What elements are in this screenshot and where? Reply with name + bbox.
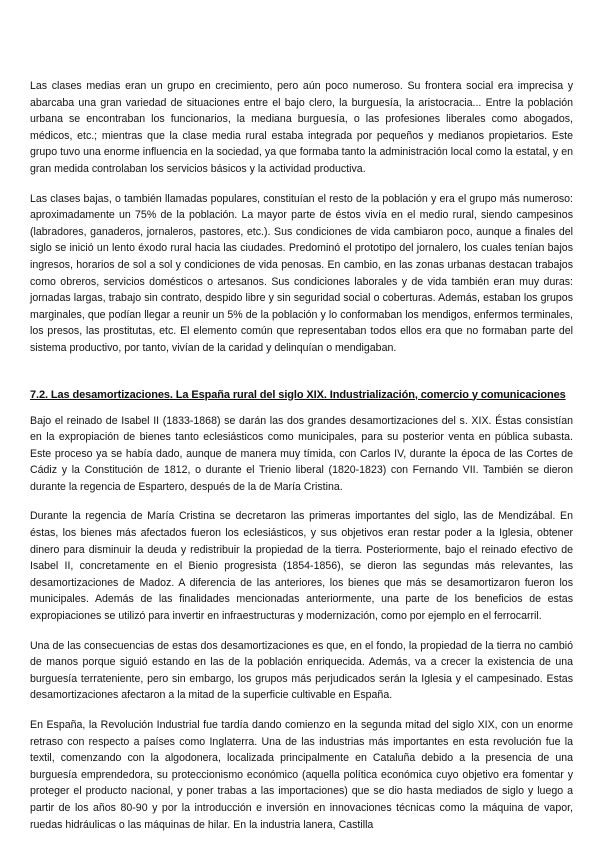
- section-heading: 7.2. Las desamortizaciones. La España rural del siglo XIX. Industrialización, comercio y comunicaciones: [30, 388, 566, 401]
- paragraph-consecuencias: Una de las consecuencias de estas dos desamortizaciones es que, en el fondo, la propiedad de la tierra no cambió de manos porque siguió estando en las de la población enriquecida. Además, va a crecer la existencia de una burguesía terrateniente, pero sin embargo, los grupos más perjudicados serán la Iglesia y el campesinado. Estas desamortizaciones afectaron a la mitad de la superficie cultivable en España.: [30, 639, 573, 702]
- paragraph-clases-bajas: Las clases bajas, o también llamadas populares, constituían el resto de la población y era el grupo más numeroso: aproximadamente un 75% de la población. La mayor parte de éstos vivía en el medio rural, siendo campesinos (labradores, ganaderos, jornaleros, pastores, etc.). Sus condiciones de vida cambiaron poco, aunque a finales del siglo se inició un lento éxodo rural hacia las ciudades. Predominó el prototipo del jornalero, los cuales tenían bajos ingresos, horarios de sol a sol y condiciones de vida penosas. En cambio, en las zonas urbanas destacan trabajos como obreros, servicios domésticos o artesanos. Sus condiciones laborales y de vida también eran muy duras: jornadas largas, trabajo sin contrato, despido libre y sin seguridad social o coberturas. Además, estaban los grupos marginales, que podían llegar a reunir un 5% de la población y lo conformaban los mendigos, enfermos terminales, los presos, las prostitutas, etc. El elemento común que representaban todos ellos era que no formaban parte del sistema productivo, por tanto, vivían de la caridad y delinquían o mendigaban.: [30, 192, 573, 354]
- paragraph-mendizabal-madoz: Durante la regencia de María Cristina se decretaron las primeras importantes del siglo, las de Mendizábal. En éstas, los bienes más afectados fueron los eclesiásticos, y sus objetivos eran restar poder a la Iglesia, obtener dinero para disminuir la deuda y redistribuir la propiedad de la tierra. Posteriormente, bajo el reinado efectivo de Isabel II, concretamente en el Bienio progresista (1854-1856), se dieron las segundas más relevantes, las desamortizaciones de Madoz. A diferencia de las anteriores, los bienes que más se desamortizaron fueron los municipales. Además de las finalidades mencionadas anteriormente, una parte de los beneficios de estas expropiaciones se utilizó para invertir en infraestructuras y modernización, como por ejemplo en el ferrocarril.: [30, 510, 573, 623]
- paragraph-clases-medias: Las clases medias eran un grupo en crecimiento, pero aún poco numeroso. Su frontera social era imprecisa y abarcaba una gran variedad de situaciones entre el bajo clero, la burguesía, la aristocracia... Entre la población urbana se encontraban los funcionarios, la mediana burguesía, o las profesiones liberales como abogados, médicos, etc.; mientras que la clase media rural estaba integrada por pequeños y medianos propietarios. Este grupo tuvo una enorme influencia en la sociedad, ya que formaba tanto la administración local como la estatal, y en gran medida controlaban los servicios básicos y la actividad productiva.: [30, 80, 573, 175]
- paragraph-desamortizaciones-intro: Bajo el reinado de Isabel II (1833-1868) se darán las dos grandes desamortizaciones del s. XIX. Éstas consistían en la expropiación de bienes tanto eclesiásticos como municipales, para su posterior venta en pública subasta. Este proceso ya se había dado, aunque de manera muy tímida, con Carlos IV, durante la época de las Cortes de Cádiz y la Constitución de 1812, o durante el Trienio liberal (1820-1823) con Fernando VII. También se dieron durante la regencia de Espartero, después de la de María Cristina.: [30, 414, 573, 493]
- paragraph-revolucion-industrial: En España, la Revolución Industrial fue tardía dando comienzo en la segunda mitad del siglo XIX, con un enorme retraso con respecto a países como Inglaterra. Una de las industrias más importantes en esta revolución fue la textil, comenzando con la algodonera, localizada principalmente en Cataluña debido a la presencia de una burguesía emprendedora, su proteccionismo económico (aquella política económica cuyo objetivo era fomentar y proteger el producto nacional, y poner trabas a las importaciones) que se dio hasta mediados de siglo y luego a partir de los años 80-90 y por la introducción e inversión en innovaciones técnicas como la máquina de vapor, ruedas hidráulicas o las máquinas de hilar. En la industria lanera, Castilla: [30, 719, 573, 831]
- document-page: [30, 78, 573, 846]
